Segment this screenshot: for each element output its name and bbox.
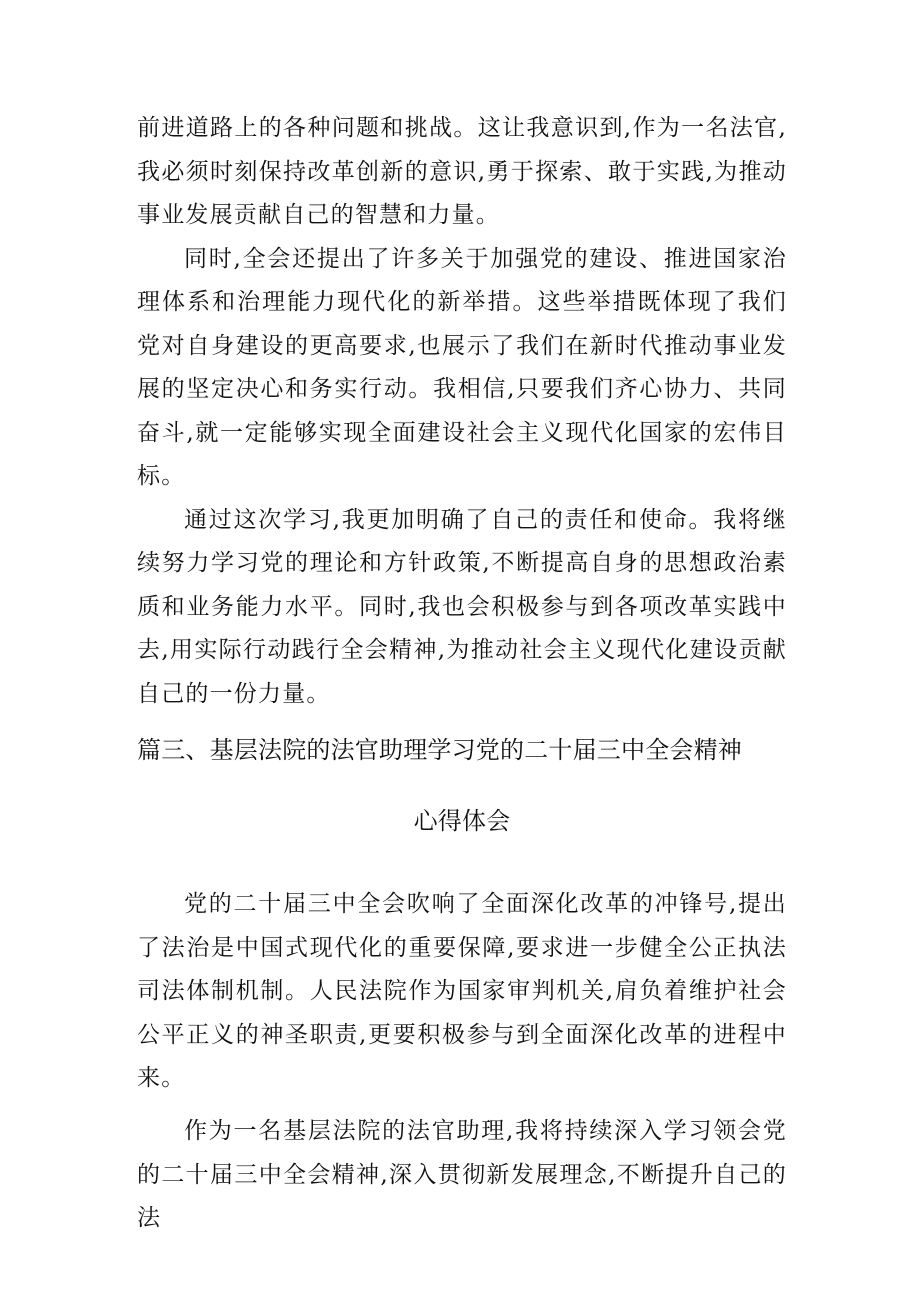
section-heading xyxy=(137,733,787,838)
heading-line-1: 篇三、基层法院的法官助理学习党的二十届三中全会精神 xyxy=(137,736,742,764)
paragraph-responsibility: 通过这次学习,我更加明确了自己的责任和使命。我将继续努力学习党的理论和方针政策,不断提高自身的思想政治素质和业务能力水平。同时,我也会积极参与到各项改革实践中去,用实际行动践行全会精神,为推动社会主义现代化建设贡献自己的一份力量。 xyxy=(137,506,787,707)
paragraph-continuation: 前进道路上的各种问题和挑战。这让我意识到,作为一名法官,我必须时刻保持改革创新的意识,勇于探索、敢于实践,为推动事业发展贡献自己的智慧和力量。 xyxy=(137,115,787,228)
paragraph-judge-assistant: 作为一名基层法院的法官助理,我将持续深入学习领会党的二十届三中全会精神,深入贯彻新发展理念,不断提升自己的法 xyxy=(137,1118,787,1231)
heading-line-2: 心得体会 xyxy=(413,807,511,835)
paragraph-reform-measures: 同时,全会还提出了许多关于加强党的建设、推进国家治理体系和治理能力现代化的新举措。这些举措既体现了我们党对自身建设的更高要求,也展示了我们在新时代推动事业发展的坚定决心和务实行动。我相信,只要我们齐心协力、共同奋斗,就一定能够实现全面建设社会主义现代化国家的宏伟目标。 xyxy=(137,245,787,489)
body-section-last xyxy=(137,1110,787,1241)
paragraph-plenum-intro: 党的二十届三中全会吹响了全面深化改革的冲锋号,提出了法治是中国式现代化的重要保障,要求进一步健全公正执法司法体制机制。人民法院作为国家审判机关,肩负着维护社会公平正义的神圣职责,更要积极参与到全面深化改革的进程中来。 xyxy=(137,891,787,1091)
body-section-top xyxy=(137,107,787,716)
body-section-bottom xyxy=(137,883,787,1101)
